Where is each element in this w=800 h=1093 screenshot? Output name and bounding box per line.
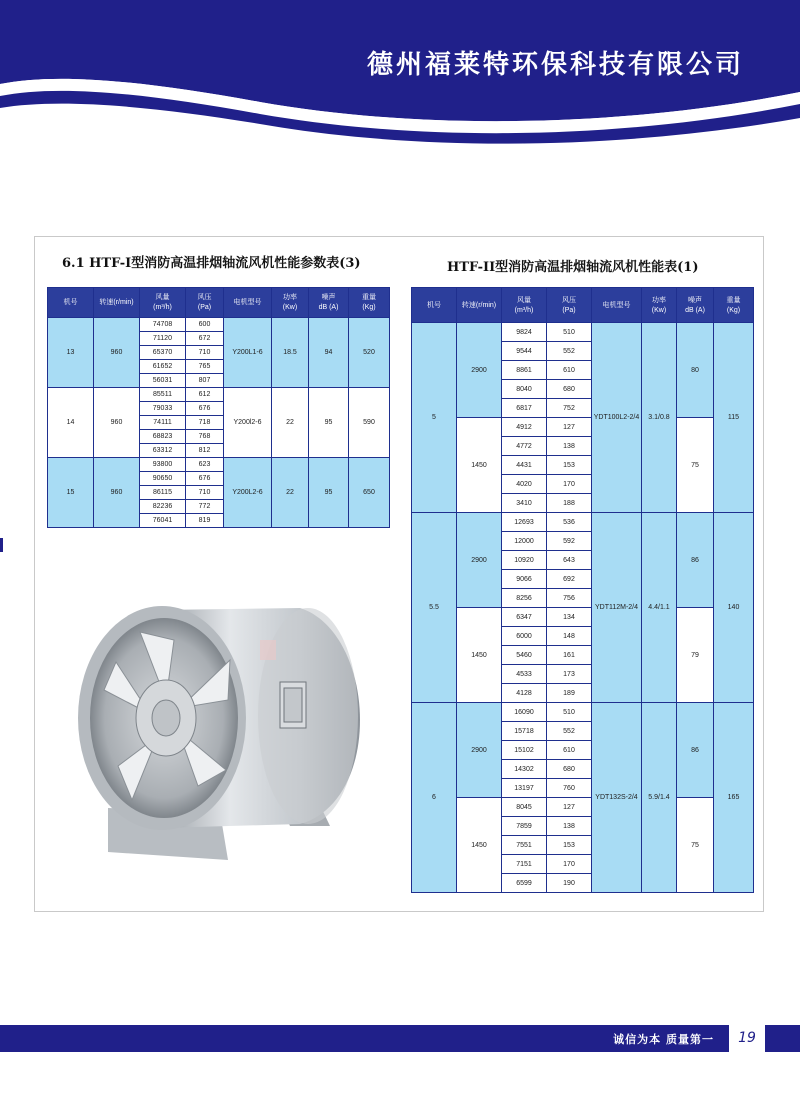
column-header [186, 288, 224, 318]
pressure-cell: 161 [547, 646, 592, 665]
pressure-cell: 138 [547, 817, 592, 836]
table-row [412, 608, 754, 627]
airflow-cell: 4020 [502, 475, 547, 494]
airflow-cell: 4772 [502, 437, 547, 456]
column-header-unit: (Pa) [197, 304, 212, 311]
pressure-cell: 189 [547, 684, 592, 703]
power-cell: 5.9/1.4 [642, 703, 677, 893]
airflow-cell: 74708 [140, 318, 186, 332]
airflow-cell: 12693 [502, 513, 547, 532]
airflow-cell: 4912 [502, 418, 547, 437]
column-header [642, 288, 677, 323]
column-header-label: 功率 [283, 294, 297, 301]
table-row [48, 388, 390, 402]
company-name: 德州福莱特环保科技有限公司 [366, 50, 744, 80]
airflow-cell: 8045 [502, 798, 547, 817]
pressure-cell: 153 [547, 456, 592, 475]
weight-cell: 590 [349, 388, 390, 458]
noise-cell: 94 [309, 318, 349, 388]
table-row [412, 513, 754, 532]
pressure-cell: 610 [547, 361, 592, 380]
model-number-cell: 6 [412, 703, 457, 893]
pressure-cell: 610 [547, 741, 592, 760]
column-header-unit: (m³/h) [153, 304, 172, 311]
power-cell: 3.1/0.8 [642, 323, 677, 513]
airflow-cell: 61652 [140, 360, 186, 374]
airflow-cell: 7151 [502, 855, 547, 874]
airflow-cell: 65370 [140, 346, 186, 360]
pressure-cell: 772 [186, 500, 224, 514]
column-header [457, 288, 502, 323]
column-header [309, 288, 349, 318]
model-number-cell: 14 [48, 388, 94, 458]
column-header-unit: (Kg) [726, 306, 741, 314]
airflow-cell: 8040 [502, 380, 547, 399]
airflow-cell: 12000 [502, 532, 547, 551]
noise-cell: 80 [677, 323, 714, 418]
airflow-cell: 6347 [502, 608, 547, 627]
column-header-label: 重量 [726, 296, 741, 304]
noise-cell: 75 [677, 798, 714, 893]
pressure-cell: 819 [186, 514, 224, 528]
model-number-cell: 13 [48, 318, 94, 388]
airflow-cell: 16090 [502, 703, 547, 722]
airflow-cell: 7551 [502, 836, 547, 855]
model-number-cell: 15 [48, 458, 94, 528]
weight-cell: 140 [714, 513, 754, 703]
model-number-cell: 5 [412, 323, 457, 513]
pressure-cell: 134 [547, 608, 592, 627]
model-number-cell: 5.5 [412, 513, 457, 703]
noise-cell: 86 [677, 703, 714, 798]
power-cell: 18.5 [272, 318, 309, 388]
pressure-cell: 672 [186, 332, 224, 346]
footer-slogan: 诚信为本 质量第一 [613, 1033, 714, 1046]
column-header-label: 风压 [197, 294, 212, 301]
table-row [412, 418, 754, 437]
pressure-cell: 127 [547, 418, 592, 437]
pressure-cell: 680 [547, 380, 592, 399]
performance-table-2 [411, 287, 754, 893]
noise-cell: 75 [677, 418, 714, 513]
pressure-cell: 510 [547, 703, 592, 722]
pressure-cell: 173 [547, 665, 592, 684]
column-header-label: 转速(r/min) [461, 301, 497, 309]
column-header [272, 288, 309, 318]
table1-title: 6.1 HTF-I型消防高温排烟轴流风机性能参数表(3) [62, 256, 361, 271]
weight-cell: 650 [349, 458, 390, 528]
airflow-cell: 79033 [140, 402, 186, 416]
footer-bar-right [768, 1025, 800, 1052]
airflow-cell: 7859 [502, 817, 547, 836]
noise-cell: 86 [677, 513, 714, 608]
pressure-cell: 510 [547, 323, 592, 342]
power-cell: 4.4/1.1 [642, 513, 677, 703]
airflow-cell: 56031 [140, 374, 186, 388]
column-header-unit: dB (A) [685, 306, 705, 314]
airflow-cell: 8256 [502, 589, 547, 608]
motor-model-cell: YDT100L2-2/4 [592, 323, 642, 513]
column-header-label: 重量 [362, 294, 376, 301]
column-header [224, 288, 272, 318]
pressure-cell: 600 [186, 318, 224, 332]
airflow-cell: 15102 [502, 741, 547, 760]
airflow-cell: 86115 [140, 486, 186, 500]
airflow-cell: 9824 [502, 323, 547, 342]
airflow-cell: 71120 [140, 332, 186, 346]
table-row [412, 798, 754, 817]
column-header [547, 288, 592, 323]
pressure-cell: 127 [547, 798, 592, 817]
column-header [349, 288, 390, 318]
pressure-cell: 536 [547, 513, 592, 532]
table-row [412, 323, 754, 342]
pressure-cell: 623 [186, 458, 224, 472]
power-cell: 22 [272, 458, 309, 528]
airflow-cell: 14302 [502, 760, 547, 779]
column-header-label: 机号 [427, 301, 441, 309]
airflow-cell: 6000 [502, 627, 547, 646]
column-header-unit: (Pa) [562, 306, 576, 314]
column-header-label: 风压 [562, 296, 576, 304]
pressure-cell: 148 [547, 627, 592, 646]
airflow-cell: 6817 [502, 399, 547, 418]
weight-cell: 165 [714, 703, 754, 893]
airflow-cell: 8861 [502, 361, 547, 380]
airflow-cell: 4533 [502, 665, 547, 684]
pressure-cell: 765 [186, 360, 224, 374]
pressure-cell: 710 [186, 486, 224, 500]
pressure-cell: 718 [186, 416, 224, 430]
weight-cell: 520 [349, 318, 390, 388]
pressure-cell: 552 [547, 722, 592, 741]
pressure-cell: 676 [186, 402, 224, 416]
airflow-cell: 13197 [502, 779, 547, 798]
table2-title: HTF-II型消防高温排烟轴流风机性能表(1) [447, 260, 699, 275]
motor-model-cell: Y200l2-6 [224, 388, 272, 458]
column-header-unit: (m³/h) [514, 306, 534, 314]
motor-model-cell: YDT132S-2/4 [592, 703, 642, 893]
pressure-cell: 552 [547, 342, 592, 361]
airflow-cell: 85511 [140, 388, 186, 402]
airflow-cell: 9066 [502, 570, 547, 589]
column-header [140, 288, 186, 318]
airflow-cell: 9544 [502, 342, 547, 361]
airflow-cell: 5460 [502, 646, 547, 665]
speed-cell: 1450 [457, 798, 502, 893]
speed-cell: 2900 [457, 323, 502, 418]
pressure-cell: 592 [547, 532, 592, 551]
airflow-cell: 4128 [502, 684, 547, 703]
pressure-cell: 807 [186, 374, 224, 388]
airflow-cell: 15718 [502, 722, 547, 741]
column-header-label: 风量 [155, 294, 170, 301]
column-header-label: 转速(r/min) [99, 299, 134, 306]
pressure-cell: 170 [547, 475, 592, 494]
pressure-cell: 752 [547, 399, 592, 418]
column-header-label: 电机型号 [602, 301, 631, 309]
airflow-cell: 63312 [140, 444, 186, 458]
column-header-unit: (Kw) [651, 306, 667, 314]
pressure-cell: 768 [186, 430, 224, 444]
power-cell: 22 [272, 388, 309, 458]
noise-cell: 95 [309, 388, 349, 458]
column-header [94, 288, 140, 318]
pressure-cell: 692 [547, 570, 592, 589]
column-header [412, 288, 457, 323]
column-header-label: 噪声 [321, 294, 336, 301]
speed-cell: 960 [94, 388, 140, 458]
table-row [48, 318, 390, 332]
pressure-cell: 138 [547, 437, 592, 456]
pressure-cell: 612 [186, 388, 224, 402]
airflow-cell: 3410 [502, 494, 547, 513]
airflow-cell: 90650 [140, 472, 186, 486]
speed-cell: 1450 [457, 608, 502, 703]
pressure-cell: 643 [547, 551, 592, 570]
airflow-cell: 6599 [502, 874, 547, 893]
noise-cell: 79 [677, 608, 714, 703]
performance-table-1 [47, 287, 390, 528]
motor-model-cell: Y200L2-6 [224, 458, 272, 528]
airflow-cell: 93800 [140, 458, 186, 472]
column-header-label: 功率 [652, 296, 666, 304]
column-header-unit: (Kw) [282, 304, 298, 311]
motor-model-cell: YDT112M-2/4 [592, 513, 642, 703]
column-header [48, 288, 94, 318]
airflow-cell: 76041 [140, 514, 186, 528]
axial-fan-icon [70, 590, 360, 870]
motor-model-cell: Y200L1-6 [224, 318, 272, 388]
airflow-cell: 74111 [140, 416, 186, 430]
column-header [502, 288, 547, 323]
pressure-cell: 676 [186, 472, 224, 486]
airflow-cell: 82236 [140, 500, 186, 514]
edge-mark [0, 538, 3, 552]
airflow-cell: 10920 [502, 551, 547, 570]
pressure-cell: 760 [547, 779, 592, 798]
pressure-cell: 680 [547, 760, 592, 779]
column-header [714, 288, 754, 323]
column-header-label: 电机型号 [233, 299, 262, 306]
pressure-cell: 188 [547, 494, 592, 513]
speed-cell: 1450 [457, 418, 502, 513]
column-header [677, 288, 714, 323]
pressure-cell: 190 [547, 874, 592, 893]
speed-cell: 960 [94, 318, 140, 388]
column-header-label: 噪声 [688, 296, 702, 304]
table-row [412, 703, 754, 722]
speed-cell: 960 [94, 458, 140, 528]
table-row [48, 458, 390, 472]
column-header [592, 288, 642, 323]
pressure-cell: 153 [547, 836, 592, 855]
weight-cell: 115 [714, 323, 754, 513]
column-header-unit: dB (A) [318, 304, 339, 311]
pressure-cell: 710 [186, 346, 224, 360]
column-header-unit: (Kg) [362, 304, 376, 311]
column-header-label: 机号 [63, 299, 78, 306]
pressure-cell: 812 [186, 444, 224, 458]
pressure-cell: 170 [547, 855, 592, 874]
page-number: 19 [738, 1030, 756, 1046]
airflow-cell: 4431 [502, 456, 547, 475]
noise-cell: 95 [309, 458, 349, 528]
column-header-label: 风量 [517, 296, 531, 304]
speed-cell: 2900 [457, 513, 502, 608]
airflow-cell: 68823 [140, 430, 186, 444]
speed-cell: 2900 [457, 703, 502, 798]
pressure-cell: 756 [547, 589, 592, 608]
